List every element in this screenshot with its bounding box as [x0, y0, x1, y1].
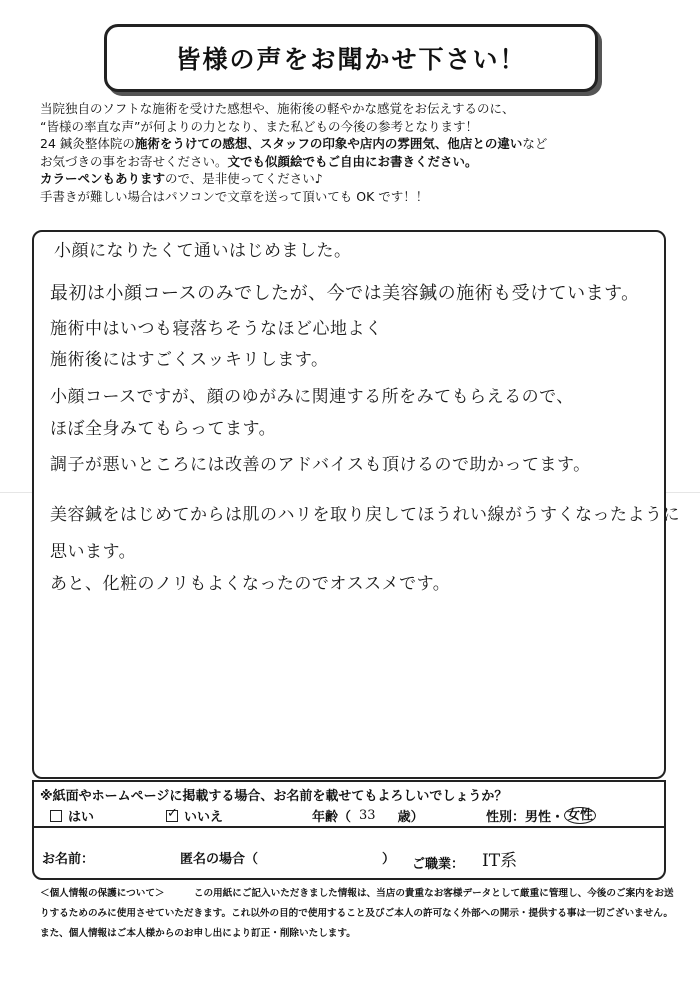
occupation-value: IT系 — [482, 851, 518, 871]
privacy-line — [40, 884, 680, 904]
intro-text-span: 当院独自のソフトな施術を受けた感想や、施術後の軽やかな感覚をお伝えするのに、 — [40, 101, 515, 116]
testimonial-line: 最初は小顔コースのみでしたが、今では美容鍼の施術も受けています。 — [50, 283, 640, 304]
age-unit: 歳） — [397, 810, 424, 825]
testimonial-line: あと、化粧のノリもよくなったのでオススメです。 — [50, 574, 451, 594]
intro-text-span: お気づきの事をお寄せください。 — [40, 153, 228, 169]
consent-yes-option[interactable] — [50, 806, 94, 825]
privacy-line: また、個人情報はご本人様からのお申し出により訂正・削除いたします。 — [40, 928, 356, 939]
consent-no-checkbox[interactable] — [166, 810, 178, 822]
consent-yes-checkbox[interactable] — [50, 810, 62, 822]
title-banner — [104, 24, 598, 92]
intro-text-span: ので、是非使ってください♪ — [165, 171, 323, 187]
gender-male[interactable]: 男性 — [525, 810, 552, 825]
testimonial-line: 思います。 — [50, 542, 137, 562]
age-value: 33 — [359, 808, 376, 823]
consent-no-label: いいえ — [184, 810, 224, 825]
privacy-heading: ＜個人情報の保護について＞ — [40, 888, 165, 899]
testimonial-line: 小顔コースですが、顔のゆがみに関連する所をみてもらえるので、 — [50, 387, 574, 407]
gender-field — [486, 806, 596, 825]
testimonial-line: 調子が悪いところには改善のアドバイスも頂けるので助かってます。 — [50, 455, 591, 475]
anonymous-label: 匿名の場合（ — [180, 852, 259, 867]
intro-line — [40, 170, 680, 188]
gender-label: 性別： — [486, 810, 526, 825]
gender-female-selected[interactable]: 女性 — [564, 807, 596, 824]
intro-line — [40, 188, 680, 206]
consent-no-option[interactable] — [166, 806, 223, 825]
name-label: お名前： — [42, 852, 95, 867]
gender-separator: ・ — [551, 810, 565, 825]
age-open-paren: （ — [338, 810, 352, 825]
testimonial-line: ほぼ全身みてもらってます。 — [50, 419, 277, 439]
age-field[interactable] — [312, 806, 424, 825]
privacy-notice — [40, 884, 680, 944]
intro-line — [40, 135, 680, 153]
occupation-label: ご職業： — [412, 857, 465, 872]
intro-bold-span: 文でも似顔絵でもご自由にお書きください。 — [227, 153, 478, 169]
age-label: 年齢 — [312, 810, 339, 825]
privacy-text: この用紙にご記入いただきました情報は、当店の貴重なお客様データとして厳重に管理し、今後のご案内をお送 — [193, 888, 674, 899]
testimonial-box — [32, 230, 680, 779]
intro-text-span: 24 鍼灸整体院の — [40, 136, 135, 152]
intro-text-span: “皆様の率直な声”が何よりの力となり、また私どもの今後の参考となります！ — [40, 118, 478, 134]
page-title: 皆様の声をお聞かせ下さい！ — [175, 45, 527, 74]
intro-line — [40, 153, 680, 171]
intro-bold-span: 施術をうけての感想、スタッフの印象や店内の雰囲気、他店との違い — [134, 136, 523, 152]
intro-line — [40, 100, 680, 118]
testimonial-line: 小顔になりたくて通いはじめました。 — [54, 241, 352, 261]
testimonial-line: 美容鍼をはじめてからは肌のハリを取り戻してほうれい線がうすくなったように — [50, 505, 680, 525]
testimonial-line: 施術後にはすごくスッキリします。 — [50, 350, 329, 370]
testimonial-line: 施術中はいつも寝落ちそうなほど心地よく — [50, 319, 383, 339]
consent-options — [34, 806, 664, 826]
consent-section — [32, 780, 666, 826]
intro-line — [40, 118, 680, 136]
anonymous-close-paren: ） — [382, 852, 396, 867]
consent-yes-label: はい — [68, 810, 95, 825]
intro-text — [40, 100, 680, 206]
intro-text-span: 手書きが難しい場合はパソコンで文章を送って頂いても OK です！！ — [40, 188, 429, 204]
consent-question: ※紙面やホームページに掲載する場合、お名前を載せてもよろしいでしょうか？ — [40, 789, 508, 804]
name-section — [32, 826, 666, 880]
intro-text-span: など — [522, 136, 548, 152]
occupation-field[interactable] — [412, 848, 517, 873]
privacy-line: りするためのみに使用させていただきます。これ以外の目的で使用すること及びご本人の許可なく外部への開示・提供する事は一切ございません。 — [40, 908, 673, 919]
intro-bold-span: カラーペンもあります — [40, 171, 166, 187]
